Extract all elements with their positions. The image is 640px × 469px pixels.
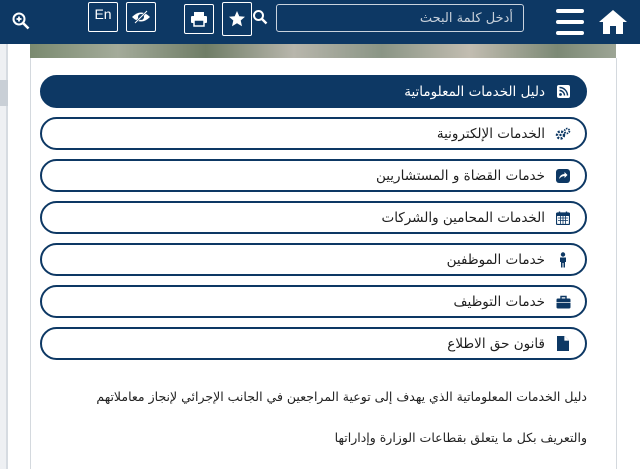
menu-item-label: خدمات القضاة و المستشاريين bbox=[375, 167, 545, 184]
content-border-left bbox=[30, 58, 31, 469]
menu-item-lawyers-services[interactable] bbox=[40, 201, 587, 234]
content-border-right bbox=[616, 58, 617, 469]
search-input[interactable]: أدخل كلمة البحث bbox=[276, 4, 524, 32]
menu-item-information-services-guide[interactable] bbox=[40, 75, 587, 108]
page-edge bbox=[0, 44, 8, 469]
zoom-in-icon[interactable] bbox=[6, 6, 36, 36]
menu-item-label: الخدمات الإلكترونية bbox=[436, 125, 545, 142]
menu-item-label: دليل الخدمات المعلوماتية bbox=[404, 83, 545, 100]
menu-item-judges-services[interactable] bbox=[40, 159, 587, 192]
menu-item-label: قانون حق الاطلاع bbox=[447, 335, 545, 352]
rss-icon bbox=[555, 84, 571, 100]
page-edge-marker bbox=[0, 80, 8, 106]
accessibility-eye-button[interactable] bbox=[126, 2, 156, 32]
file-icon bbox=[555, 336, 571, 352]
home-icon[interactable] bbox=[596, 6, 630, 38]
language-en-button[interactable]: En bbox=[88, 2, 118, 32]
menu-item-label: الخدمات المحامين والشركات bbox=[381, 209, 545, 226]
banner-image bbox=[30, 44, 616, 58]
calendar-icon bbox=[555, 210, 571, 226]
menu-item-label: خدمات التوظيف bbox=[453, 293, 545, 310]
top-header bbox=[0, 0, 640, 44]
menu-item-label: خدمات الموظفين bbox=[446, 251, 545, 268]
menu-item-employees-services[interactable] bbox=[40, 243, 587, 276]
description-line-2: والتعريف بكل ما يتعلق بقطاعات الوزارة وإداراتها bbox=[334, 430, 587, 445]
star-icon bbox=[228, 10, 246, 28]
menu-item-access-law[interactable] bbox=[40, 327, 587, 360]
menu-item-electronic-services[interactable] bbox=[40, 117, 587, 150]
print-button[interactable] bbox=[184, 4, 214, 34]
gears-icon bbox=[555, 126, 571, 142]
hamburger-menu-icon[interactable] bbox=[554, 9, 586, 35]
print-icon bbox=[190, 11, 208, 27]
briefcase-icon bbox=[555, 294, 571, 310]
favorite-star-button[interactable] bbox=[222, 2, 252, 36]
description-line-1: دليل الخدمات المعلوماتية الذي يهدف إلى توعية المراجعين في الجانب الإجرائي لإنجاز معاملاتهم bbox=[96, 389, 587, 404]
eye-slash-icon bbox=[131, 10, 151, 24]
person-icon bbox=[555, 252, 571, 268]
share-square-icon bbox=[555, 168, 571, 184]
menu-item-recruitment-services[interactable] bbox=[40, 285, 587, 318]
